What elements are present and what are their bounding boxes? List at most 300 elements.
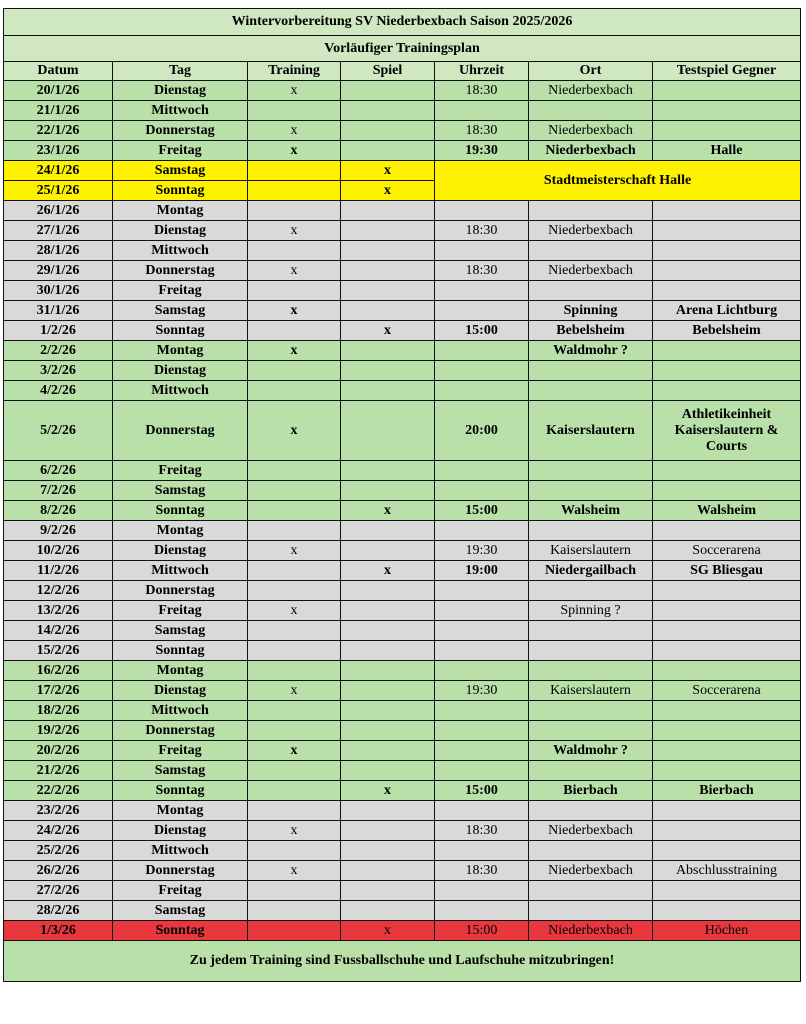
cell-spiel [341,621,435,641]
cell-datum: 29/1/26 [4,261,113,281]
cell-tag: Samstag [113,481,248,501]
cell-uhrzeit: 18:30 [435,261,529,281]
table-row [4,581,801,601]
cell-datum: 16/2/26 [4,661,113,681]
cell-training [248,101,341,121]
table-row [4,701,801,721]
cell-gegner [653,741,801,761]
cell-gegner [653,121,801,141]
cell-event-merged: Stadtmeisterschaft Halle [435,161,801,201]
training-plan-table [3,8,801,982]
cell-gegner [653,581,801,601]
cell-gegner [653,901,801,921]
header-row [4,62,801,81]
cell-datum: 20/1/26 [4,81,113,101]
cell-tag: Dienstag [113,221,248,241]
page-subtitle: Vorläufiger Trainingsplan [4,36,801,62]
cell-uhrzeit [435,381,529,401]
cell-gegner [653,721,801,741]
cell-spiel [341,341,435,361]
cell-training [248,621,341,641]
cell-datum: 19/2/26 [4,721,113,741]
cell-tag: Sonntag [113,501,248,521]
cell-tag: Sonntag [113,321,248,341]
table-row [4,601,801,621]
cell-ort [529,361,653,381]
cell-tag: Montag [113,661,248,681]
cell-gegner [653,881,801,901]
cell-spiel [341,141,435,161]
cell-tag: Montag [113,201,248,221]
cell-ort: Bebelsheim [529,321,653,341]
cell-datum: 26/2/26 [4,861,113,881]
cell-ort [529,761,653,781]
cell-spiel [341,241,435,261]
cell-uhrzeit: 18:30 [435,221,529,241]
cell-uhrzeit: 15:00 [435,501,529,521]
cell-gegner: SG Bliesgau [653,561,801,581]
cell-gegner [653,221,801,241]
column-header-uhrzeit: Uhrzeit [435,62,529,81]
table-row [4,661,801,681]
cell-datum: 3/2/26 [4,361,113,381]
cell-training: x [248,601,341,621]
cell-spiel [341,601,435,621]
cell-gegner: Bebelsheim [653,321,801,341]
cell-training [248,701,341,721]
cell-training [248,781,341,801]
cell-tag: Sonntag [113,181,248,201]
cell-ort: Waldmohr ? [529,741,653,761]
cell-ort [529,201,653,221]
cell-uhrzeit: 18:30 [435,821,529,841]
cell-tag: Samstag [113,761,248,781]
cell-datum: 27/1/26 [4,221,113,241]
cell-gegner [653,701,801,721]
cell-ort: Niederbexbach [529,261,653,281]
cell-uhrzeit [435,761,529,781]
cell-spiel [341,761,435,781]
cell-training [248,901,341,921]
cell-ort [529,841,653,861]
cell-gegner: Bierbach [653,781,801,801]
cell-datum: 26/1/26 [4,201,113,221]
cell-ort: Niederbexbach [529,861,653,881]
column-header-spiel: Spiel [341,62,435,81]
footer-note: Zu jedem Training sind Fussballschuhe und Laufschuhe mitzubringen! [4,941,801,982]
cell-training [248,321,341,341]
cell-uhrzeit: 19:00 [435,561,529,581]
cell-ort: Waldmohr ? [529,341,653,361]
cell-gegner [653,481,801,501]
cell-tag: Dienstag [113,681,248,701]
cell-spiel [341,521,435,541]
cell-gegner [653,201,801,221]
cell-uhrzeit [435,301,529,321]
cell-tag: Donnerstag [113,721,248,741]
cell-ort: Niederbexbach [529,121,653,141]
cell-gegner [653,521,801,541]
cell-uhrzeit [435,361,529,381]
cell-tag: Donnerstag [113,861,248,881]
cell-tag: Mittwoch [113,381,248,401]
cell-tag: Dienstag [113,361,248,381]
cell-tag: Montag [113,801,248,821]
cell-tag: Mittwoch [113,701,248,721]
cell-gegner [653,81,801,101]
cell-training [248,361,341,381]
cell-ort: Niederbexbach [529,921,653,941]
cell-training [248,381,341,401]
cell-tag: Freitag [113,141,248,161]
cell-training: x [248,341,341,361]
cell-spiel [341,121,435,141]
cell-tag: Samstag [113,901,248,921]
cell-uhrzeit: 15:00 [435,921,529,941]
cell-datum: 1/2/26 [4,321,113,341]
cell-datum: 21/2/26 [4,761,113,781]
cell-training: x [248,121,341,141]
cell-tag: Montag [113,341,248,361]
table-row [4,841,801,861]
cell-tag: Freitag [113,741,248,761]
cell-training: x [248,301,341,321]
cell-tag: Sonntag [113,921,248,941]
cell-ort [529,721,653,741]
cell-spiel: x [341,921,435,941]
cell-uhrzeit: 18:30 [435,861,529,881]
cell-uhrzeit [435,881,529,901]
cell-uhrzeit [435,201,529,221]
cell-tag: Dienstag [113,541,248,561]
cell-datum: 9/2/26 [4,521,113,541]
table-row [4,541,801,561]
cell-training [248,581,341,601]
cell-spiel [341,81,435,101]
cell-spiel [341,661,435,681]
cell-gegner [653,261,801,281]
cell-ort: Walsheim [529,501,653,521]
cell-tag: Donnerstag [113,401,248,461]
table-row [4,401,801,461]
cell-datum: 2/2/26 [4,341,113,361]
cell-spiel [341,681,435,701]
cell-uhrzeit [435,621,529,641]
table-row [4,321,801,341]
table-row [4,921,801,941]
cell-gegner: Höchen [653,921,801,941]
cell-ort: Kaiserslautern [529,681,653,701]
cell-uhrzeit [435,241,529,261]
cell-spiel [341,541,435,561]
cell-training [248,201,341,221]
cell-ort [529,701,653,721]
cell-uhrzeit: 15:00 [435,321,529,341]
column-header-training: Training [248,62,341,81]
cell-datum: 28/2/26 [4,901,113,921]
cell-training [248,461,341,481]
cell-datum: 11/2/26 [4,561,113,581]
cell-training [248,561,341,581]
cell-tag: Montag [113,521,248,541]
cell-training [248,881,341,901]
table-row [4,221,801,241]
cell-spiel [341,481,435,501]
cell-tag: Freitag [113,281,248,301]
cell-spiel [341,741,435,761]
cell-ort [529,521,653,541]
cell-training: x [248,861,341,881]
cell-ort [529,281,653,301]
cell-spiel: x [341,561,435,581]
cell-uhrzeit [435,481,529,501]
table-row [4,621,801,641]
cell-uhrzeit [435,641,529,661]
cell-gegner: Halle [653,141,801,161]
table-row [4,281,801,301]
cell-datum: 21/1/26 [4,101,113,121]
cell-training [248,761,341,781]
cell-uhrzeit [435,461,529,481]
cell-uhrzeit [435,341,529,361]
table-row [4,861,801,881]
cell-gegner [653,101,801,121]
cell-training: x [248,681,341,701]
cell-ort [529,461,653,481]
page-title: Wintervorbereitung SV Niederbexbach Saison 2025/2026 [4,9,801,36]
cell-spiel [341,281,435,301]
cell-spiel: x [341,781,435,801]
cell-uhrzeit [435,841,529,861]
cell-ort: Kaiserslautern [529,401,653,461]
cell-ort: Niederbexbach [529,821,653,841]
cell-ort: Niederbexbach [529,221,653,241]
cell-ort: Niedergailbach [529,561,653,581]
cell-spiel [341,221,435,241]
cell-spiel [341,381,435,401]
table-row [4,741,801,761]
cell-uhrzeit [435,521,529,541]
cell-datum: 23/1/26 [4,141,113,161]
table-row [4,381,801,401]
cell-datum: 24/2/26 [4,821,113,841]
cell-spiel [341,821,435,841]
cell-spiel [341,261,435,281]
cell-datum: 27/2/26 [4,881,113,901]
cell-gegner [653,381,801,401]
column-header-ort: Ort [529,62,653,81]
cell-training [248,801,341,821]
cell-training: x [248,741,341,761]
table-row [4,341,801,361]
cell-ort [529,881,653,901]
cell-training [248,521,341,541]
cell-training [248,841,341,861]
table-row [4,561,801,581]
cell-uhrzeit: 19:30 [435,541,529,561]
cell-datum: 8/2/26 [4,501,113,521]
cell-gegner [653,241,801,261]
cell-gegner [653,841,801,861]
table-row [4,721,801,741]
table-row [4,141,801,161]
cell-spiel [341,801,435,821]
cell-training: x [248,401,341,461]
cell-spiel [341,401,435,461]
table-row [4,81,801,101]
cell-uhrzeit [435,741,529,761]
cell-datum: 18/2/26 [4,701,113,721]
cell-spiel [341,461,435,481]
cell-tag: Sonntag [113,781,248,801]
cell-datum: 14/2/26 [4,621,113,641]
cell-gegner [653,461,801,481]
cell-tag: Samstag [113,621,248,641]
cell-spiel [341,901,435,921]
cell-datum: 22/1/26 [4,121,113,141]
cell-gegner: Walsheim [653,501,801,521]
cell-spiel: x [341,181,435,201]
cell-uhrzeit [435,901,529,921]
cell-tag: Mittwoch [113,101,248,121]
cell-ort [529,381,653,401]
cell-datum: 25/1/26 [4,181,113,201]
cell-datum: 12/2/26 [4,581,113,601]
cell-datum: 17/2/26 [4,681,113,701]
cell-uhrzeit [435,661,529,681]
table-row [4,901,801,921]
cell-ort [529,621,653,641]
cell-spiel [341,841,435,861]
cell-datum: 20/2/26 [4,741,113,761]
table-row [4,761,801,781]
cell-gegner [653,661,801,681]
table-row [4,361,801,381]
cell-tag: Freitag [113,601,248,621]
cell-ort [529,641,653,661]
cell-training [248,501,341,521]
table-row [4,261,801,281]
cell-datum: 23/2/26 [4,801,113,821]
cell-training: x [248,541,341,561]
table-row [4,501,801,521]
cell-ort [529,801,653,821]
schedule-body [4,81,801,941]
table-row [4,801,801,821]
cell-tag: Donnerstag [113,581,248,601]
cell-spiel [341,361,435,381]
table-row [4,481,801,501]
cell-training [248,181,341,201]
cell-uhrzeit: 20:00 [435,401,529,461]
cell-gegner: Soccerarena [653,681,801,701]
cell-training [248,241,341,261]
cell-spiel: x [341,161,435,181]
cell-training: x [248,261,341,281]
cell-datum: 4/2/26 [4,381,113,401]
cell-gegner [653,601,801,621]
cell-gegner: Athletikeinheit Kaiserslautern & Courts [653,401,801,461]
cell-gegner [653,341,801,361]
cell-tag: Dienstag [113,81,248,101]
cell-datum: 6/2/26 [4,461,113,481]
cell-spiel [341,861,435,881]
cell-training: x [248,821,341,841]
cell-tag: Samstag [113,301,248,321]
cell-ort: Spinning ? [529,601,653,621]
cell-ort: Niederbexbach [529,141,653,161]
cell-spiel [341,881,435,901]
cell-tag: Donnerstag [113,121,248,141]
cell-uhrzeit [435,581,529,601]
cell-ort: Kaiserslautern [529,541,653,561]
table-row [4,121,801,141]
cell-ort [529,901,653,921]
column-header-tag: Tag [113,62,248,81]
table-row [4,101,801,121]
table-row [4,641,801,661]
column-header-gegner: Testspiel Gegner [653,62,801,81]
cell-datum: 30/1/26 [4,281,113,301]
cell-datum: 22/2/26 [4,781,113,801]
cell-uhrzeit [435,101,529,121]
cell-datum: 15/2/26 [4,641,113,661]
cell-tag: Mittwoch [113,241,248,261]
cell-spiel: x [341,501,435,521]
table-row [4,881,801,901]
cell-tag: Dienstag [113,821,248,841]
cell-ort [529,101,653,121]
cell-training [248,641,341,661]
cell-ort: Bierbach [529,781,653,801]
cell-uhrzeit: 15:00 [435,781,529,801]
table-row [4,301,801,321]
cell-gegner [653,761,801,781]
cell-training [248,161,341,181]
cell-training [248,661,341,681]
table-row [4,781,801,801]
table-row [4,521,801,541]
cell-ort [529,581,653,601]
cell-spiel: x [341,321,435,341]
cell-datum: 5/2/26 [4,401,113,461]
table-row [4,821,801,841]
cell-uhrzeit [435,701,529,721]
cell-datum: 24/1/26 [4,161,113,181]
cell-gegner [653,281,801,301]
table-row [4,201,801,221]
cell-ort: Spinning [529,301,653,321]
cell-datum: 7/2/26 [4,481,113,501]
cell-ort [529,481,653,501]
cell-uhrzeit: 18:30 [435,81,529,101]
cell-uhrzeit: 19:30 [435,681,529,701]
cell-datum: 25/2/26 [4,841,113,861]
cell-tag: Samstag [113,161,248,181]
cell-datum: 31/1/26 [4,301,113,321]
cell-spiel [341,721,435,741]
table-row [4,681,801,701]
cell-spiel [341,701,435,721]
cell-uhrzeit: 19:30 [435,141,529,161]
table-row [4,461,801,481]
cell-uhrzeit [435,721,529,741]
cell-ort [529,661,653,681]
cell-gegner [653,641,801,661]
cell-tag: Mittwoch [113,841,248,861]
cell-training: x [248,141,341,161]
cell-spiel [341,641,435,661]
